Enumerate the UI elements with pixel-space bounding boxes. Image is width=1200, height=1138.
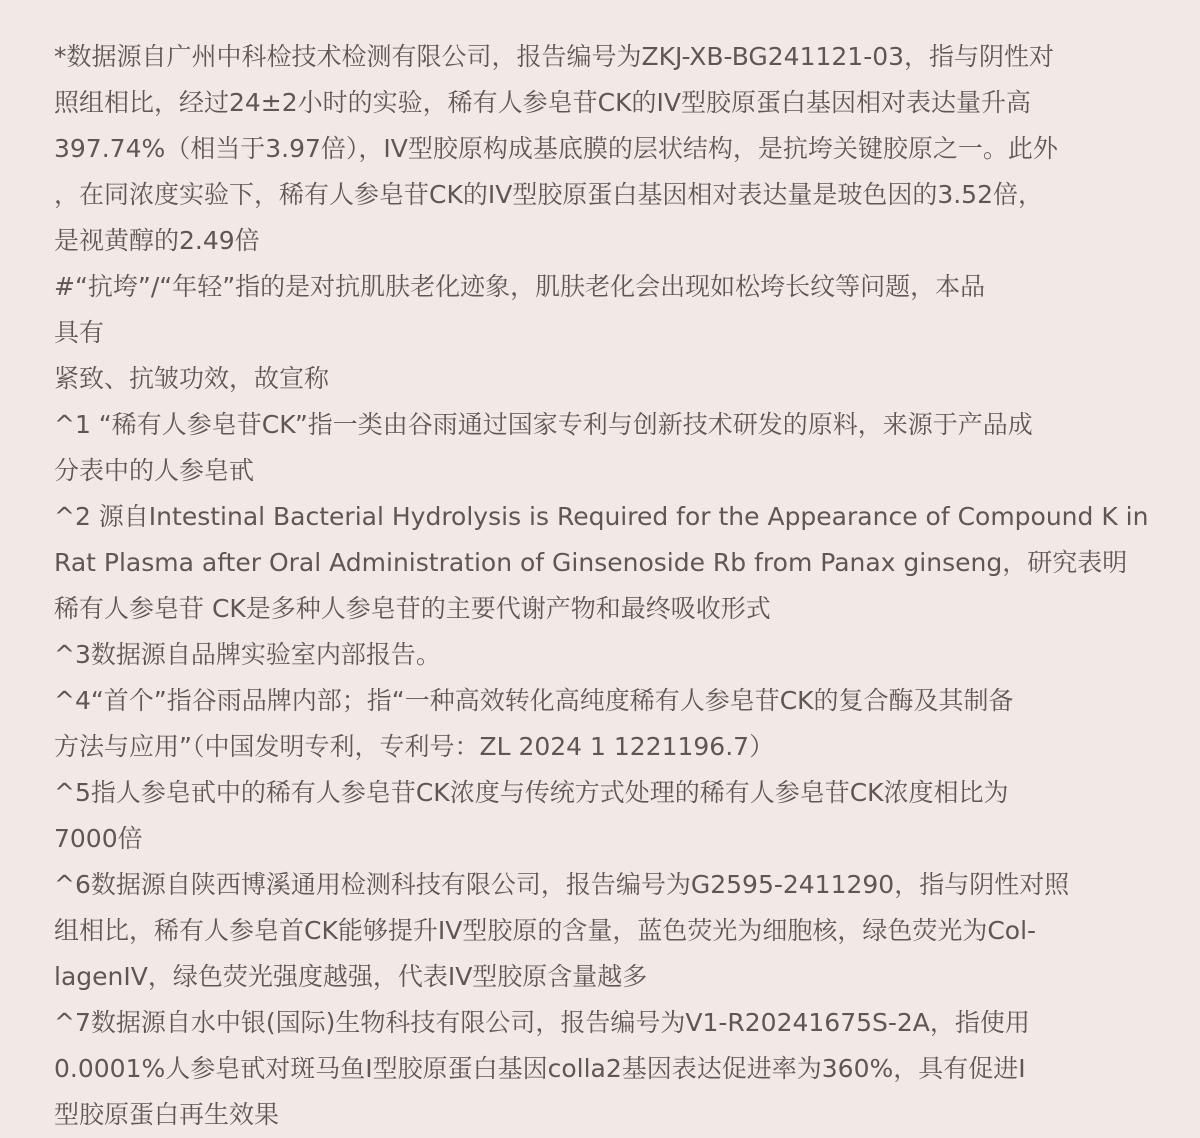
text-line: 紧致、抗皱功效，故宣称 <box>54 364 330 393</box>
text-line: ^1 “稀有人参皂苷CK”指一类由谷雨通过国家专利与创新技术研发的原料，来源于产品成 <box>54 410 1033 439</box>
text-line: ^7数据源自水中银(国际)生物科技有限公司，报告编号为V1-R20241675S-2A，指使用 <box>54 1008 1030 1037</box>
text-line: 397.74%（相当于3.97倍），IV型胶原构成基底膜的层状结构，是抗垮关键胶原之一。此外 <box>54 134 1058 163</box>
text-line: *数据源自广州中科检技术检测有限公司，报告编号为ZKJ-XB-BG241121-03，指与阴性对 <box>54 42 1055 71</box>
text-line: 7000倍 <box>54 824 143 853</box>
text-line: 0.0001%人参皂甙对斑马鱼Ⅰ型胶原蛋白基因colla2基因表达促进率为360%，具有促进Ⅰ <box>54 1054 1026 1083</box>
footnotes-text-block <box>54 34 1154 1138</box>
text-line: 组相比，稀有人参皂首CK能够提升IV型胶原的含量，蓝色荧光为细胞核，绿色荧光为Col- <box>54 916 1037 945</box>
text-line: ^3数据源自品牌实验室内部报告。 <box>54 640 441 669</box>
text-line: 照组相比，经过24±2小时的实验，稀有人参皂苷CK的IV型胶原蛋白基因相对表达量升高 <box>54 88 1031 117</box>
text-line: 稀有人参皂苷 CK是多种人参皂苷的主要代谢产物和最终吸收形式 <box>54 594 771 623</box>
text-line: ^6数据源自陕西博溪通用检测科技有限公司，报告编号为G2595-2411290，指与阴性对照 <box>54 870 1070 899</box>
text-line: ^5指人参皂甙中的稀有人参皂苷CK浓度与传统方式处理的稀有人参皂苷CK浓度相比为 <box>54 778 1009 807</box>
text-line: lagenIV，绿色荧光强度越强，代表IV型胶原含量越多 <box>54 962 648 991</box>
text-line: Rat Plasma after Oral Administration of Ginsenoside Rb from Panax ginseng，研究表明 <box>54 548 1128 577</box>
text-line: 型胶原蛋白再生效果 <box>54 1100 280 1129</box>
text-line: #“抗垮”/“年轻”指的是对抗肌肤老化迹象，肌肤老化会出现如松垮长纹等问题，本品 <box>54 272 986 301</box>
text-line: 方法与应用”（中国发明专利，专利号：ZL 2024 1 1221196.7） <box>54 732 775 761</box>
text-line: ，在同浓度实验下，稀有人参皂苷CK的IV型胶原蛋白基因相对表达量是玻色因的3.52倍， <box>54 180 1043 209</box>
text-line: ^4“首个”指谷雨品牌内部；指“一种高效转化高纯度稀有人参皂苷CK的复合酶及其制备 <box>54 686 1014 715</box>
text-line: 是视黄醇的2.49倍 <box>54 226 260 255</box>
text-line: 分表中的人参皂甙 <box>54 456 255 485</box>
text-line: 具有 <box>54 318 105 347</box>
text-line: ^2 源自Intestinal Bacterial Hydrolysis is Required for the Appearance of Compound K in <box>54 502 1149 531</box>
